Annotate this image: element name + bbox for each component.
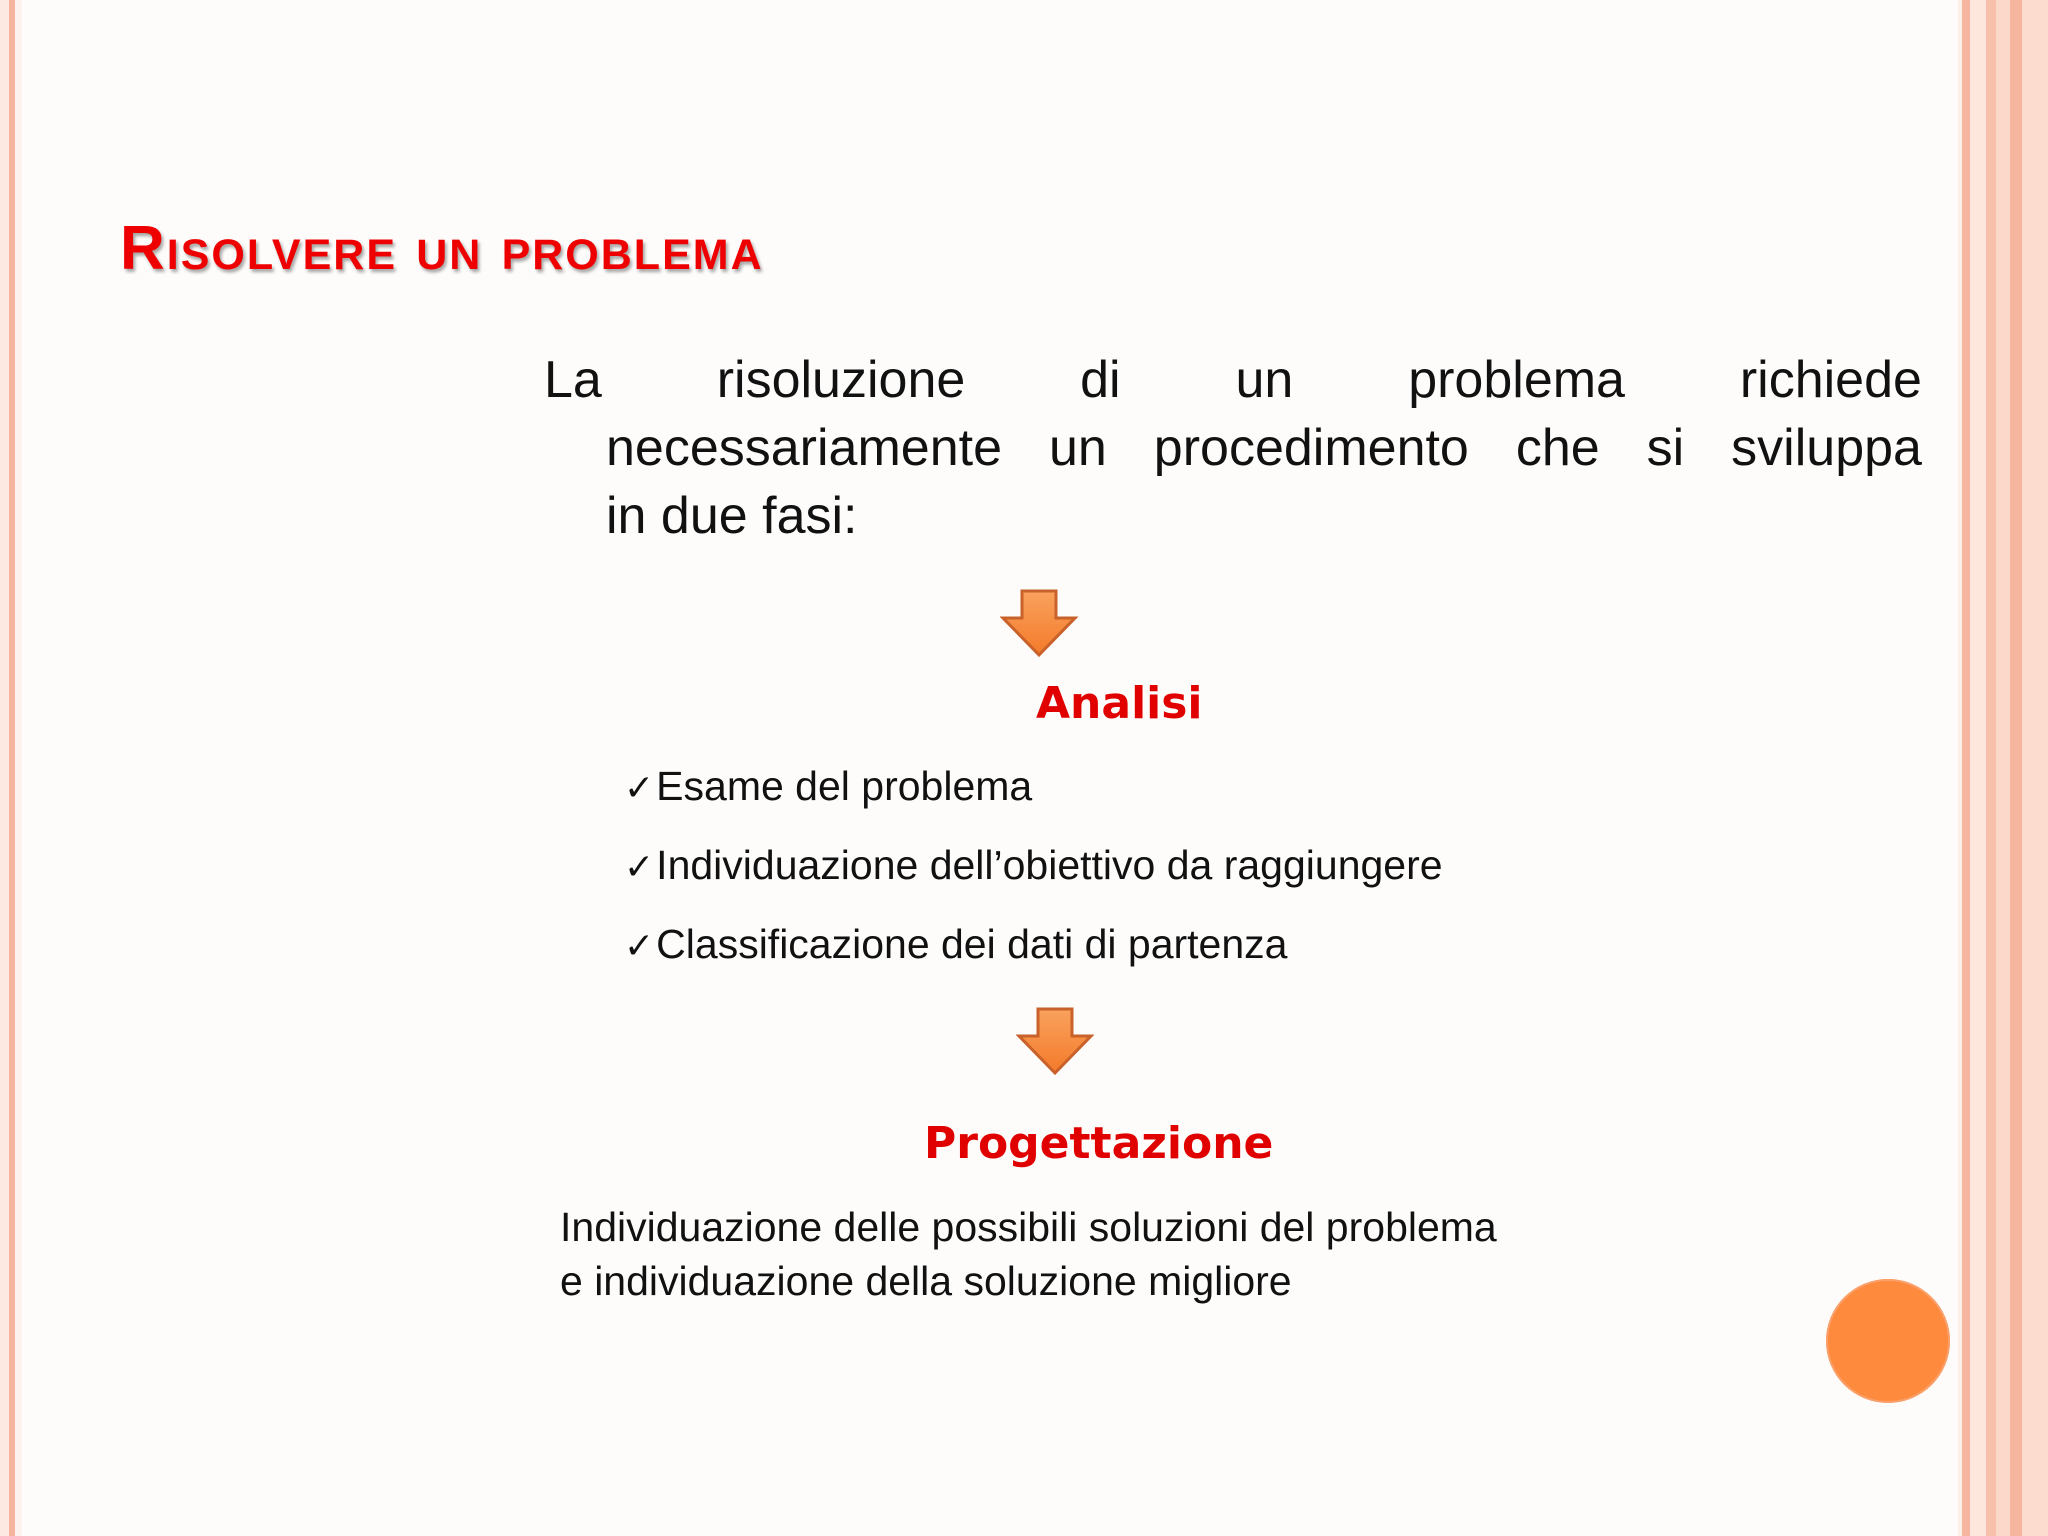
intro-word: che (1515, 419, 1600, 477)
analysis-checklist (624, 756, 1443, 993)
design-description (560, 1200, 1497, 1308)
checkmark-icon: ✓ (624, 768, 655, 809)
checkmark-icon: ✓ (624, 926, 655, 967)
list-item-text: Individuazione dell’obiettivo da raggiungere (656, 842, 1443, 888)
intro-line-3: in due fasi: (606, 487, 858, 545)
down-arrow-icon (1016, 1006, 1094, 1076)
checkmark-icon: ✓ (624, 847, 655, 888)
list-item-text: Classificazione dei dati di partenza (656, 921, 1288, 967)
list-item (624, 914, 1443, 993)
intro-paragraph (544, 346, 1922, 550)
analysis-heading: Analisi (1036, 678, 1203, 729)
intro-line-2 (606, 414, 1922, 482)
list-item (624, 835, 1443, 914)
intro-word: problema (1408, 351, 1625, 409)
list-item (624, 756, 1443, 835)
intro-word: richiede (1739, 351, 1922, 409)
design-text-line-2: e individuazione della soluzione migliore (560, 1258, 1292, 1304)
intro-word: un (1048, 419, 1107, 477)
orange-circle-decoration (1826, 1279, 1950, 1403)
intro-line-1 (544, 346, 1922, 414)
intro-word: risoluzione (716, 351, 966, 409)
right-decorative-border (1958, 0, 2048, 1536)
intro-word: sviluppa (1731, 419, 1922, 477)
left-decorative-border (0, 0, 22, 1536)
slide-title: Risolvere un problema (120, 214, 764, 283)
design-text-line-1: Individuazione delle possibili soluzioni del problema (560, 1204, 1497, 1250)
intro-word: un (1235, 351, 1294, 409)
intro-word: La (544, 351, 602, 409)
intro-word: si (1646, 419, 1685, 477)
intro-word: necessariamente (606, 419, 1002, 477)
design-heading: Progettazione (924, 1118, 1274, 1169)
list-item-text: Esame del problema (656, 763, 1033, 809)
intro-word: di (1080, 351, 1121, 409)
down-arrow-icon (1000, 588, 1078, 658)
intro-word: procedimento (1153, 419, 1469, 477)
